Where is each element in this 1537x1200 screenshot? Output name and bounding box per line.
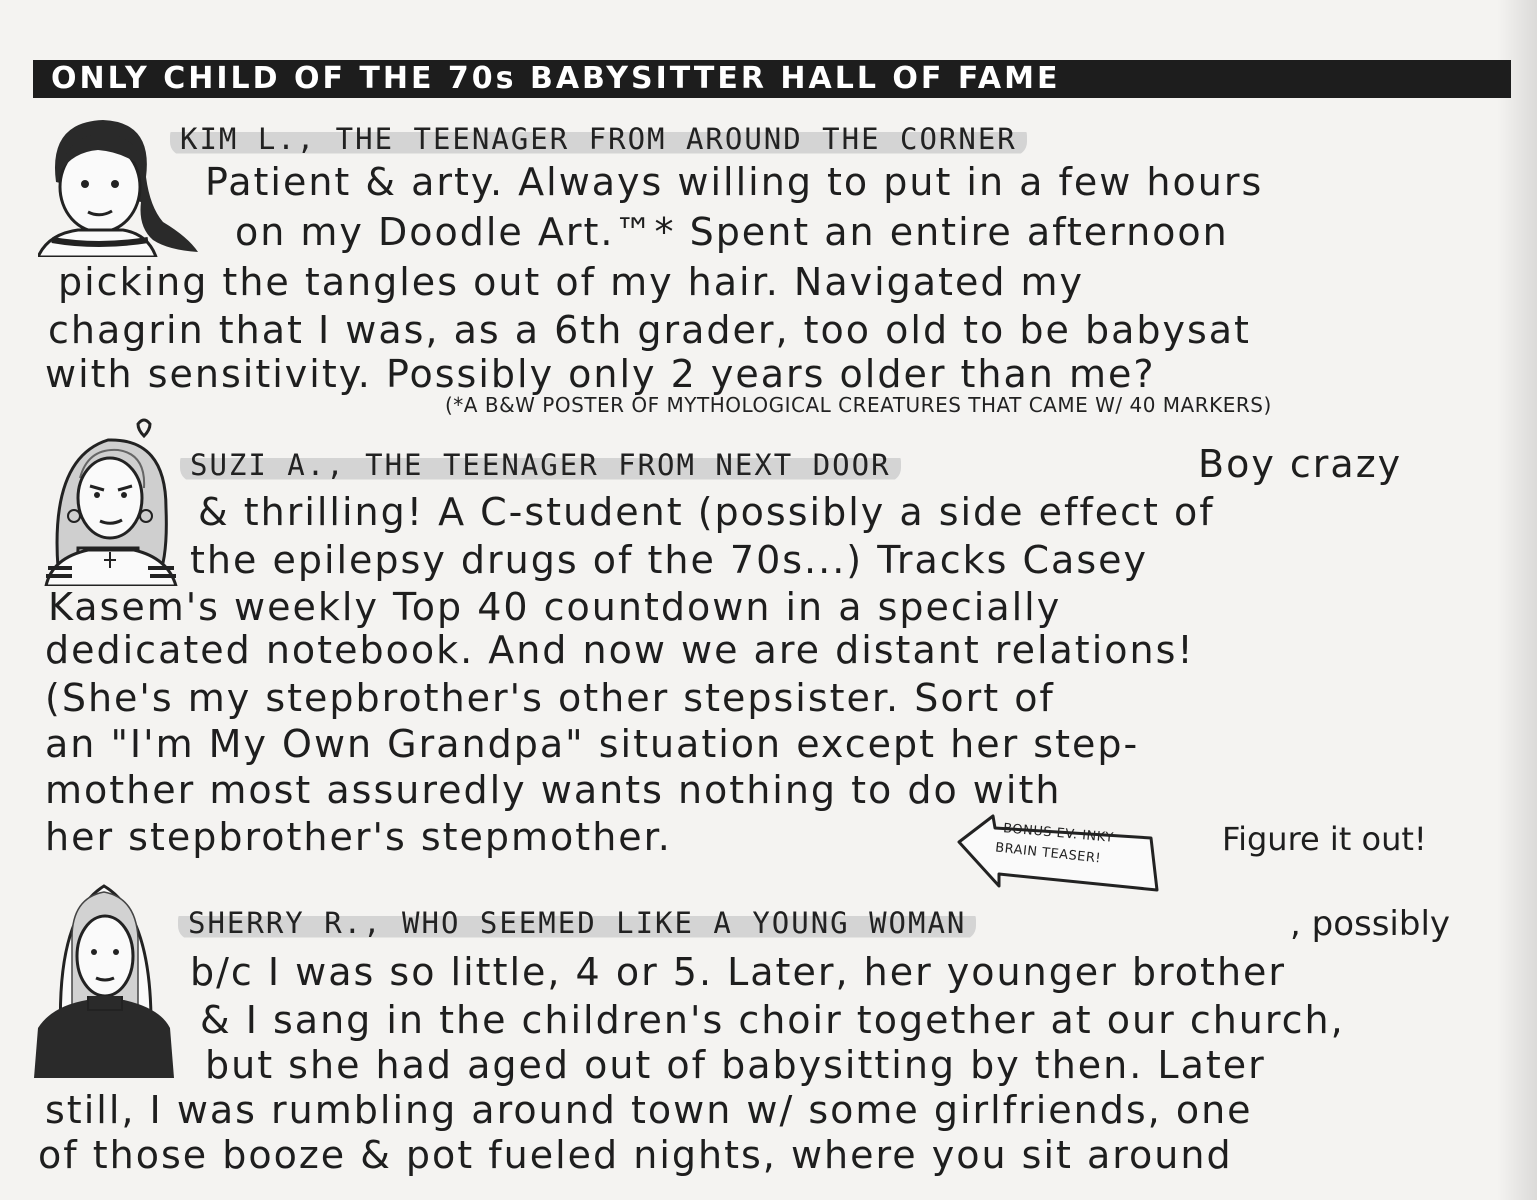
sherry-line: of those booze & pot fueled nights, where you sit around (38, 1133, 1233, 1177)
page-edge-shadow (1497, 0, 1537, 1200)
suzi-line: (She's my stepbrother's other stepsister. Sort of (45, 676, 1055, 720)
sherry-line: & I sang in the children's choir together at our church, (200, 998, 1345, 1042)
kim-heading: KIM L., THE TEENAGER FROM AROUND THE CORNER (170, 122, 1027, 156)
suzi-line: her stepbrother's stepmother. (45, 815, 672, 859)
suzi-line: mother most assuredly wants nothing to do with (45, 768, 1062, 812)
suzi-heading: SUZI A., THE TEENAGER FROM NEXT DOOR (180, 448, 901, 482)
suzi-line: & thrilling! A C-student (possibly a side effect of (198, 490, 1215, 534)
kim-line: chagrin that I was, as a 6th grader, too old to be babysat (48, 308, 1251, 352)
sherry-portrait (32, 878, 177, 1078)
bonus-arrow-label: BRAIN TEASER! (994, 840, 1102, 867)
suzi-portrait (38, 418, 183, 586)
kim-line: with sensitivity. Possibly only 2 years older than me? (45, 352, 1156, 396)
page-title: ONLY CHILD OF THE 70s BABYSITTER HALL OF FAME (33, 60, 1511, 98)
bonus-arrow-label: BONUS EV. INKY (1002, 821, 1115, 846)
suzi-line: Kasem's weekly Top 40 countdown in a specially (48, 585, 1062, 629)
suzi-line: an "I'm My Own Grandpa" situation except her step- (45, 722, 1140, 766)
sherry-line: still, I was rumbling around town w/ some girlfriends, one (45, 1088, 1253, 1132)
sherry-line: b/c I was so little, 4 or 5. Later, her younger brother (190, 950, 1287, 994)
sherry-line: but she had aged out of babysitting by then. Later (205, 1043, 1266, 1087)
kim-line: Patient & arty. Always willing to put in a few hours (205, 160, 1264, 204)
suzi-line: the epilepsy drugs of the 70s...) Tracks Casey (190, 538, 1148, 582)
sherry-line: , possibly (1290, 904, 1451, 944)
kim-line: on my Doodle Art.™* Spent an entire afternoon (235, 210, 1229, 254)
kim-line: picking the tangles out of my hair. Navigated my (58, 260, 1085, 304)
kim-footnote: (*A B&W POSTER OF MYTHOLOGICAL CREATURES THAT CAME W/ 40 MARKERS) (445, 393, 1272, 417)
suzi-line: dedicated notebook. And now we are distant relations! (45, 628, 1195, 672)
suzi-line: Boy crazy (1198, 442, 1403, 486)
sherry-heading: SHERRY R., WHO SEEMED LIKE A YOUNG WOMAN (178, 906, 976, 940)
suzi-line: Figure it out! (1222, 820, 1427, 858)
